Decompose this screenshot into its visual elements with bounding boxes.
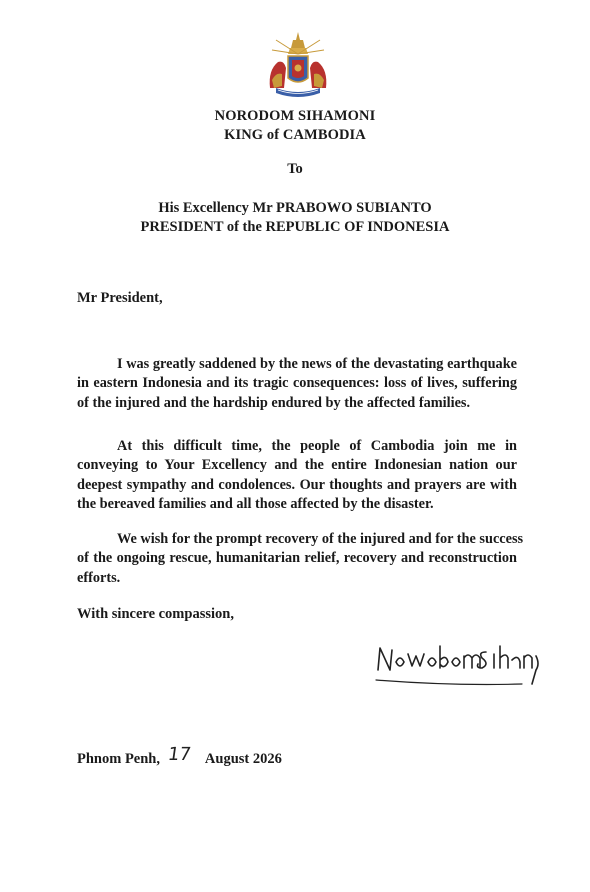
handwritten-day: 17: [166, 744, 193, 765]
paragraph-line: the bereaved families and all those affected by the disaster.: [77, 496, 434, 513]
paragraph-1: [77, 355, 517, 413]
paragraph-line: in eastern Indonesia and its tragic consequences: loss of lives, suffering: [77, 375, 517, 392]
recipient-line-1: His Excellency Mr PRABOWO SUBIANTO: [158, 200, 432, 216]
handwritten-signature: [372, 640, 542, 690]
sender-block: [0, 107, 590, 145]
royal-arms-emblem-icon: [262, 30, 334, 102]
recipient-block: [0, 199, 590, 237]
recipient-line-2: PRESIDENT of the REPUBLIC OF INDONESIA: [140, 219, 450, 235]
place-date-line: [77, 744, 282, 768]
salutation: Mr President,: [77, 290, 163, 306]
sender-name: NORODOM SIHAMONI: [214, 108, 376, 124]
paragraph-line: of the ongoing rescue, humanitarian relief, recovery and reconstruction: [77, 550, 517, 567]
paragraph-line: I was greatly saddened by the news of the devastating earthquake: [117, 356, 517, 372]
place: Phnom Penh,: [77, 751, 160, 767]
paragraph-3: [77, 530, 524, 588]
paragraph-line: deepest sympathy and condolences. Our thoughts and prayers are with: [77, 476, 517, 493]
paragraph-line: We wish for the prompt recovery of the injured and for the success: [117, 531, 524, 547]
paragraph-line: of the injured and the hardship endured by the affected families.: [77, 394, 471, 411]
paragraph-line: efforts.: [77, 569, 121, 586]
paragraph-line: conveying to Your Excellency and the entire Indonesian nation our: [77, 457, 517, 474]
to-label: To: [287, 161, 303, 177]
paragraph-line: At this difficult time, the people of Cambodia join me in: [117, 438, 517, 454]
sender-title: KING of CAMBODIA: [224, 127, 366, 143]
closing-line: With sincere compassion,: [77, 606, 234, 622]
month-year: August 2026: [204, 751, 282, 767]
paragraph-2: [77, 437, 517, 515]
